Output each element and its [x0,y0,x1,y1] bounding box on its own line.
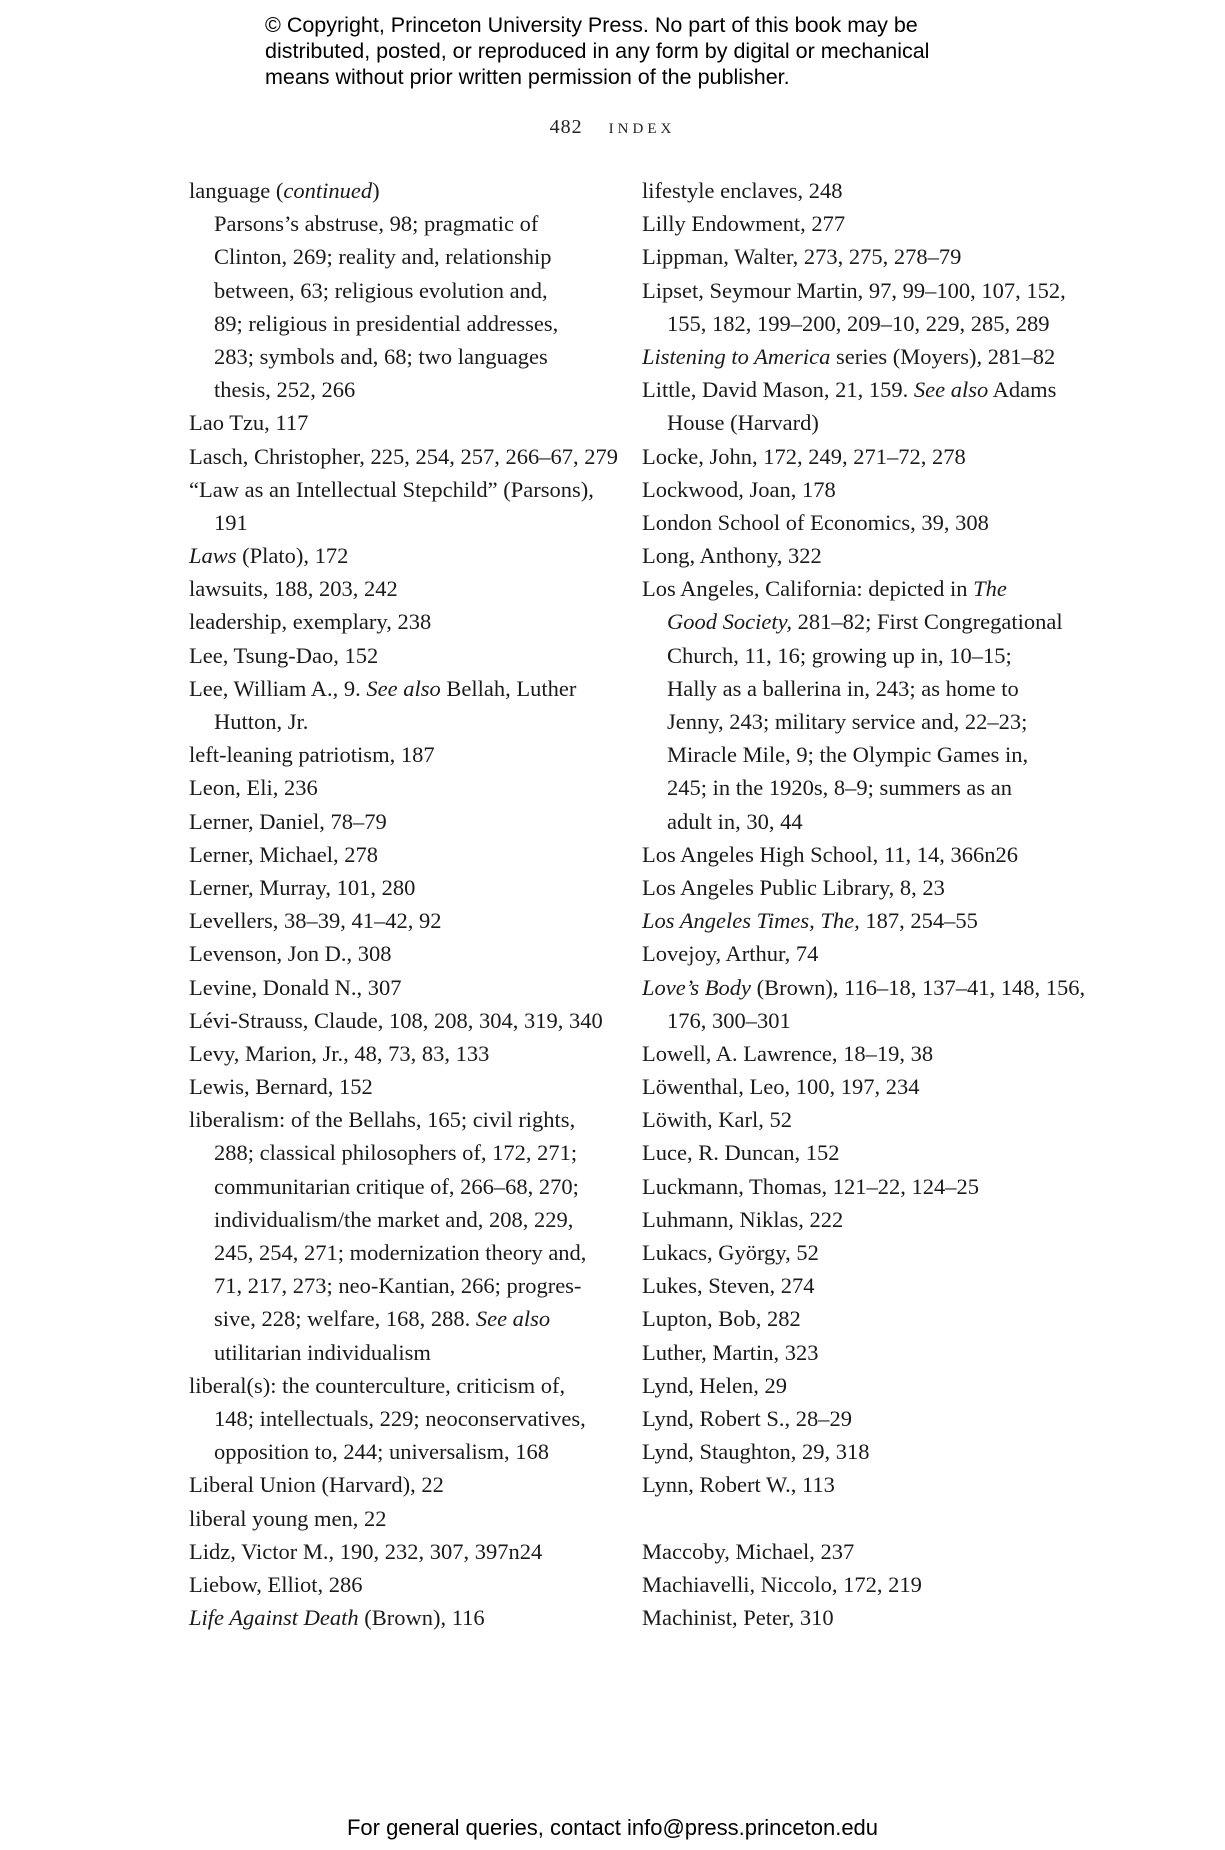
entry-text: Lee, William A., 9. [189,675,367,701]
index-subentry-line [642,639,1082,672]
index-entry-line [189,1601,619,1634]
entry-italic-text: Good Society, [667,609,792,635]
entry-text: House (Harvard) [667,410,819,436]
entry-text: Lerner, Murray, 101, 280 [189,874,416,900]
index-subentry-line [189,705,619,738]
entry-text: language ( [189,178,284,203]
index-entry-line [189,639,619,672]
index-entry-line [642,1037,1082,1070]
page-number: 482 [549,116,583,138]
index-subentry-line [642,406,1082,439]
entry-text: left-leaning patriotism, 187 [189,742,435,768]
entry-text: Lukes, Steven, 274 [642,1273,815,1299]
entry-text: Lupton, Bob, 282 [642,1306,801,1332]
entry-text: series (Moyers), 281–82 [830,343,1056,369]
entry-text: Lynd, Staughton, 29, 318 [642,1439,870,1465]
index-entry-line [642,1402,1082,1435]
index-entry-line [642,871,1082,904]
entry-text: liberal young men, 22 [189,1505,387,1531]
entry-italic-text: continued [283,178,373,203]
index-column-right [642,174,1086,1634]
entry-text: 281–82; First Congregational [791,609,1063,635]
footer-contact: For general queries, contact info@press.princeton.edu [346,1815,879,1840]
entry-text: Levine, Donald N., 307 [189,974,402,1000]
entry-text: Long, Anthony, 322 [642,543,822,569]
index-entry-line [189,771,619,804]
index-entry-line [642,572,1082,605]
entry-text: liberalism: of the Bellahs, 165; civil rights, [189,1107,576,1133]
index-entry-line [642,1070,1082,1103]
entry-italic-text: Love’s Body [642,974,751,1000]
index-entry-line [642,539,1082,572]
entry-text: 288; classical philosophers of, 172, 271; [214,1140,578,1166]
entry-text: Levenson, Jon D., 308 [189,941,392,967]
entry-text: Machiavelli, Niccolo, 172, 219 [642,1571,922,1597]
entry-text: 187, 254–55 [859,908,978,934]
index-subentry-line [189,1435,619,1468]
index-subentry-line [189,1269,619,1302]
index-entry-line [189,1468,619,1501]
index-entry-line [189,572,619,605]
entry-text: individualism/the market and, 208, 229, [214,1206,574,1232]
index-subentry-line [189,1302,619,1335]
entry-text: ) [372,178,380,203]
index-entry-line [189,805,619,838]
index-subentry-line [642,805,1082,838]
entry-text: Parsons’s abstruse, 98; pragmatic of [214,211,539,237]
entry-text: Lockwood, Joan, 178 [642,476,836,502]
index-subentry-line [189,274,619,307]
entry-text: 245, 254, 271; modernization theory and, [214,1240,587,1265]
index-entry-line [189,1568,619,1601]
index-entry-line [189,440,619,473]
entry-italic-text: See also [475,1306,551,1332]
index-entry-line [642,373,1082,406]
index-entry-line [642,274,1082,307]
index-subentry-line [189,1170,619,1203]
entry-text: Lévi-Strauss, Claude, 108, 208, 304, 319, 340 [189,1007,603,1033]
entry-text: 191 [214,509,248,535]
entry-text: Lovejoy, Arthur, 74 [642,941,819,967]
index-entry-line [189,971,619,1004]
entry-text: Luther, Martin, 323 [642,1339,819,1365]
index-entry-line [189,1103,619,1136]
entry-text: lawsuits, 188, 203, 242 [189,576,398,602]
index-entry-line [642,1435,1082,1468]
index-subentry-line [189,1203,619,1236]
index-entry-line [642,240,1082,273]
section-title: index [608,113,676,138]
index-subentry-line [642,771,1082,804]
entry-text: Jenny, 243; military service and, 22–23; [667,709,1028,734]
entry-text: Lukacs, György, 52 [642,1240,819,1265]
entry-text: Lao Tzu, 117 [189,410,309,436]
index-entry-line [642,1468,1082,1501]
entry-text: Lasch, Christopher, 225, 254, 257, 266–67, 279 [189,443,619,469]
entry-text: adult in, 30, 44 [667,808,803,834]
entry-text: Liebow, Elliot, 286 [189,1571,363,1597]
index-subentry-line [642,672,1082,705]
entry-text: 71, 217, 273; neo-Kantian, 266; progres- [214,1273,582,1299]
index-entry-line [642,937,1082,970]
entry-text: London School of Economics, 39, 308 [642,509,989,535]
index-spacer [642,1502,1082,1535]
entry-text: 148; intellectuals, 229; neoconservatives, [214,1405,586,1431]
index-entry-line [189,174,619,207]
entry-text: (Brown), 116–18, 137–41, 148, 156, [750,974,1086,1000]
entry-text: between, 63; religious evolution and, [214,277,548,303]
entry-text: Clinton, 269; reality and, relationship [214,244,552,270]
entry-italic-text: Laws [189,543,237,569]
index-entry-line [642,1601,1082,1634]
entry-text: thesis, 252, 266 [214,377,356,403]
index-subentry-line [189,207,619,240]
entry-italic-text: Life Against Death [189,1605,359,1631]
index-subentry-line [642,307,1082,340]
copyright-line: © Copyright, Princeton University Press. No part of this book may be [265,13,918,37]
index-entry-line [189,1369,619,1402]
entry-text: Los Angeles High School, 11, 14, 366n26 [642,841,1019,867]
index-subentry-line [189,373,619,406]
entry-text: Lerner, Michael, 278 [189,841,379,867]
running-head [0,113,1225,139]
entry-text: Lidz, Victor M., 190, 232, 307, 397n24 [189,1538,543,1564]
entry-text: (Brown), 116 [358,1605,485,1631]
entry-text: Leon, Eli, 236 [189,775,318,801]
index-entry-line [642,1103,1082,1136]
copyright-line: distributed, posted, or reproduced in any form by digital or mechanical [265,39,930,63]
index-subentry-line [189,340,619,373]
entry-text: 155, 182, 199–200, 209–10, 229, 285, 289 [667,310,1050,336]
entry-text: Little, David Mason, 21, 159. [642,377,914,403]
entry-text: Löwenthal, Leo, 100, 197, 234 [642,1074,920,1100]
entry-text: Miracle Mile, 9; the Olympic Games in, [667,742,1029,768]
entry-text: Los Angeles, California: depicted in [642,576,974,602]
index-entry-line [642,838,1082,871]
entry-text: Lerner, Daniel, 78–79 [189,808,387,834]
index-entry-line [642,473,1082,506]
entry-text: 283; symbols and, 68; two languages [214,343,548,369]
index-entry-line [189,672,619,705]
entry-text: 245; in the 1920s, 8–9; summers as an [667,775,1012,801]
index-entry-line [642,1535,1082,1568]
index-entry-line [642,1269,1082,1302]
entry-text: Levy, Marion, Jr., 48, 73, 83, 133 [189,1040,490,1066]
entry-text: Luckmann, Thomas, 121–22, 124–25 [642,1173,980,1199]
entry-text: lifestyle enclaves, 248 [642,178,843,203]
index-column-left [189,174,619,1634]
entry-italic-text: See also [366,675,441,701]
entry-text: Lynn, Robert W., 113 [642,1472,835,1498]
index-subentry-line [189,506,619,539]
index-entry-line [642,174,1082,207]
entry-text: Luhmann, Niklas, 222 [642,1206,844,1232]
index-entry-line [189,1535,619,1568]
index-subentry-line [189,1402,619,1435]
entry-italic-text: See also [913,377,989,403]
entry-text: Löwith, Karl, 52 [642,1107,792,1133]
entry-text: Lee, Tsung-Dao, 152 [189,642,379,668]
entry-text: Lynd, Robert S., 28–29 [642,1405,853,1431]
index-entry-line [642,440,1082,473]
index-entry-line [642,971,1086,1004]
index-entry-line [189,904,619,937]
index-entry-line [189,838,619,871]
entry-italic-text: Listening to America [642,343,831,369]
index-entry-line [189,738,619,771]
index-entry-line [189,406,619,439]
index-subentry-line [642,738,1082,771]
index-entry-line [642,1236,1082,1269]
entry-text: (Plato), 172 [236,543,349,569]
entry-text: 176, 300–301 [667,1007,791,1033]
entry-text: liberal(s): the counterculture, criticism of, [189,1372,566,1398]
index-entry-line [189,871,619,904]
index-entry-line [642,1302,1082,1335]
entry-text: opposition to, 244; universalism, 168 [214,1439,549,1465]
index-entry-line [189,937,619,970]
index-entry-line [642,1336,1082,1369]
entry-text: Liberal Union (Harvard), 22 [189,1472,444,1498]
index-entry-line [642,340,1082,373]
entry-text: Locke, John, 172, 249, 271–72, 278 [642,443,966,469]
index-entry-line [189,473,619,506]
entry-text: Lilly Endowment, 277 [642,211,846,237]
index-entry-line [642,904,1082,937]
index-entry-line [642,1203,1082,1236]
entry-text: Luce, R. Duncan, 152 [642,1140,840,1166]
index-subentry-line [642,605,1082,638]
index-entry-line [189,539,619,572]
entry-text: Lewis, Bernard, 152 [189,1074,373,1100]
index-subentry-line [189,307,619,340]
entry-text: Hally as a ballerina in, 243; as home to [667,675,1019,701]
entry-text: Church, 11, 16; growing up in, 10–15; [667,642,1012,668]
entry-text: Maccoby, Michael, 237 [642,1538,855,1564]
entry-text: Bellah, Luther [440,675,577,701]
copyright-notice [265,12,1025,90]
index-entry-line [642,207,1082,240]
entry-text: Lynd, Helen, 29 [642,1372,787,1398]
entry-text: Lippman, Walter, 273, 275, 278–79 [642,244,962,270]
index-subentry-line [189,1136,619,1169]
entry-text: utilitarian individualism [214,1339,431,1365]
entry-italic-text: Los Angeles Times, The, [642,908,860,934]
entry-text: Levellers, 38–39, 41–42, 92 [189,908,442,934]
entry-text: communitarian critique of, 266–68, 270; [214,1173,579,1199]
entry-text: Los Angeles Public Library, 8, 23 [642,874,945,900]
index-entry-line [642,1568,1082,1601]
index-subentry-line [189,240,619,273]
entry-text: Hutton, Jr. [214,709,309,734]
index-entry-line [642,1170,1082,1203]
index-subentry-line [189,1336,619,1369]
index-entry-line [189,605,619,638]
index-subentry-line [642,705,1082,738]
entry-text: “Law as an Intellectual Stepchild” (Parsons), [189,476,594,502]
index-entry-line [189,1502,619,1535]
index-entry-line [642,1369,1082,1402]
entry-text: Lipset, Seymour Martin, 97, 99–100, 107, 152, [642,277,1066,303]
index-subentry-line [642,1004,1082,1037]
index-entry-line [642,1136,1082,1169]
index-entry-line [189,1070,619,1103]
copyright-line: means without prior written permission of the publisher. [265,65,790,89]
index-entry-line [189,1004,619,1037]
entry-text: sive, 228; welfare, 168, 288. [214,1306,476,1332]
index-entry-line [189,1037,619,1070]
index-subentry-line [189,1236,619,1269]
entry-text: leadership, exemplary, 238 [189,609,432,635]
index-entry-line [642,506,1082,539]
entry-italic-text: The [973,576,1007,602]
entry-text: Machinist, Peter, 310 [642,1605,834,1631]
entry-text: 89; religious in presidential addresses, [214,310,559,336]
entry-text: Lowell, A. Lawrence, 18–19, 38 [642,1040,934,1066]
entry-text: Adams [988,377,1057,403]
